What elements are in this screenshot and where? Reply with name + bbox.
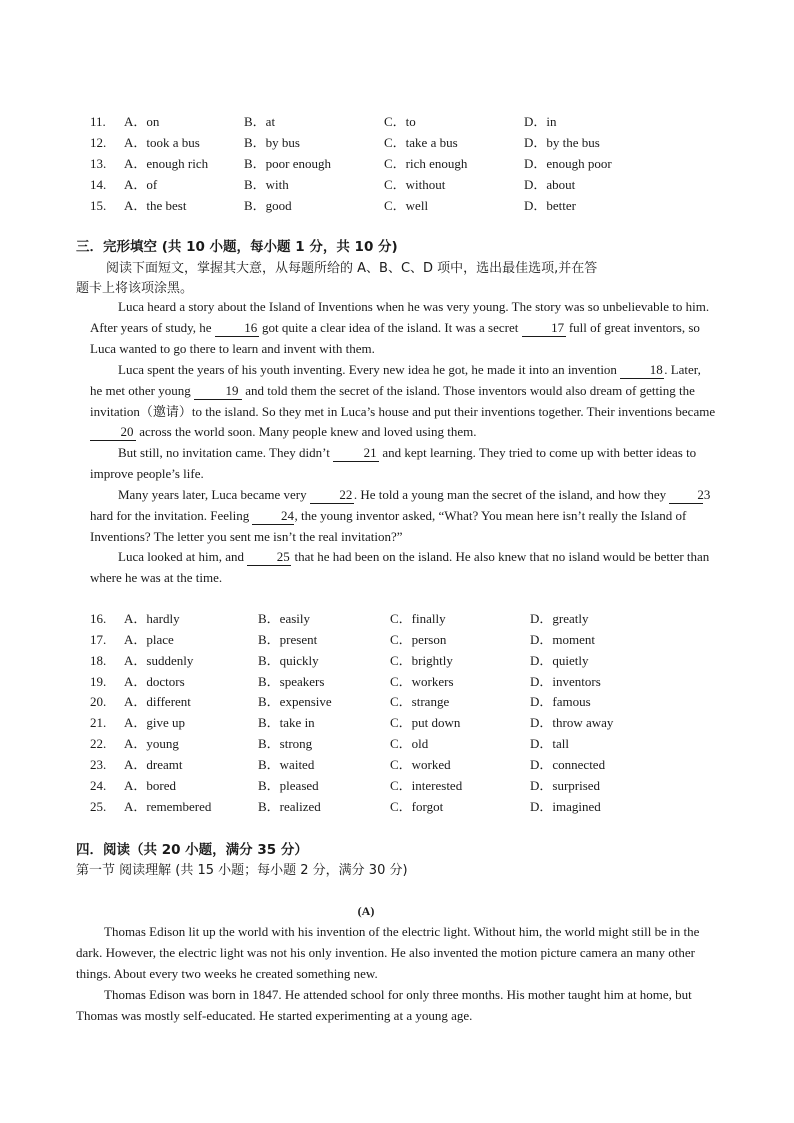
option-a: A．suddenly <box>124 653 194 668</box>
question-number: 25. <box>90 799 107 814</box>
option-c: C．without <box>384 177 446 192</box>
option-b: B．easily <box>258 611 310 626</box>
option-d: D．moment <box>530 632 595 647</box>
section-3-title: 三．完形填空 (共 10 小题，每小题 1 分，共 10 分) <box>76 239 398 255</box>
reading-paragraph-1: Thomas Edison lit up the world with his invention of the electric light. Without him, the world might still be in the dark. However, the electric light was not his only invention. He also invented the motion picture camera an many other things. About every two weeks he created something new. <box>76 924 700 981</box>
option-a: A．hardly <box>124 611 180 626</box>
option-c: C．person <box>390 632 447 647</box>
option-b: B．pleased <box>258 778 319 793</box>
option-d: D．famous <box>530 694 591 709</box>
option-d: D．greatly <box>530 611 589 626</box>
blank-23: 23 <box>669 487 703 504</box>
option-b: B．present <box>258 632 318 647</box>
question-number: 17. <box>90 632 107 647</box>
option-d: D．inventors <box>530 674 601 689</box>
option-d: D．enough poor <box>524 156 612 171</box>
option-d: D．better <box>524 198 576 213</box>
option-a: A．bored <box>124 778 176 793</box>
option-d: D．tall <box>530 736 569 751</box>
reading-paragraph-2: Thomas Edison was born in 1847. He attended school for only three months. His mother taught him at home, but Thomas was mostly self-educated. He started experimenting at a young age. <box>76 987 692 1023</box>
question-number: 24. <box>90 778 107 793</box>
option-c: C．workers <box>390 674 454 689</box>
question-number: 14. <box>90 177 107 192</box>
option-d: D．throw away <box>530 715 614 730</box>
question-number: 15. <box>90 198 107 213</box>
blank-19: 19 <box>194 383 242 400</box>
question-number: 20. <box>90 694 107 709</box>
option-c: C．worked <box>390 757 451 772</box>
option-a: A．dreamt <box>124 757 183 772</box>
option-b: B．waited <box>258 757 315 772</box>
blank-16: 16 <box>215 320 259 337</box>
option-a: A．the best <box>124 198 187 213</box>
option-b: B．poor enough <box>244 156 332 171</box>
option-a: A．young <box>124 736 179 751</box>
option-c: C．finally <box>390 611 446 626</box>
question-number: 21. <box>90 715 107 730</box>
question-number: 13. <box>90 156 107 171</box>
section-4-title: 四．阅读（共 20 小题，满分 35 分） <box>76 842 308 858</box>
cloze-paragraph-3: But still, no invitation came. They didn’t 21 and kept learning. They tried to come up with better ideas to improve people’s life. <box>90 445 697 481</box>
question-number: 19. <box>90 674 107 689</box>
option-c: C．forgot <box>390 799 444 814</box>
option-b: B．with <box>244 177 289 192</box>
question-number: 23. <box>90 757 107 772</box>
option-c: C．old <box>390 736 429 751</box>
option-a: A．on <box>124 114 160 129</box>
blank-24: 24 <box>252 508 294 525</box>
blank-17: 17 <box>522 320 566 337</box>
option-c: C．to <box>384 114 416 129</box>
question-number: 18. <box>90 653 107 668</box>
option-a: A．different <box>124 694 191 709</box>
question-number: 12. <box>90 135 107 150</box>
option-b: B．good <box>244 198 292 213</box>
option-b: B．by bus <box>244 135 300 150</box>
option-a: A．place <box>124 632 174 647</box>
option-a: A．of <box>124 177 158 192</box>
question-number: 11. <box>90 114 106 129</box>
option-c: C．well <box>384 198 429 213</box>
option-c: C．put down <box>390 715 461 730</box>
blank-22: 22 <box>310 487 354 504</box>
option-d: D．about <box>524 177 576 192</box>
option-b: B．strong <box>258 736 313 751</box>
option-d: D．imagined <box>530 799 601 814</box>
option-a: A．doctors <box>124 674 185 689</box>
option-b: B．expensive <box>258 694 332 709</box>
cloze-paragraph-4: Many years later, Luca became very 22 . He told a young man the secret of the island, and how they 23 hard for the invitation. Feeling 24, the young inventor asked, “What? You mean here isn’t really the Island of Inventions? The letter you sent me isn’t the real invitation?” <box>90 487 711 544</box>
option-b: B．realized <box>258 799 321 814</box>
section-3-instruction-cont: 题卡上将该项涂黑。 <box>76 281 194 296</box>
option-d: D．quietly <box>530 653 589 668</box>
passage-label: (A) <box>357 904 375 918</box>
option-a: A．give up <box>124 715 186 730</box>
option-a: A．remembered <box>124 799 212 814</box>
section-4-subtitle: 第一节 阅读理解 (共 15 小题；每小题 2 分，满分 30 分) <box>76 863 408 878</box>
option-c: C．strange <box>390 694 450 709</box>
option-c: C．rich enough <box>384 156 468 171</box>
cloze-paragraph-5: Luca looked at him, and 25 that he had been on the island. He also knew that no island would be better than where he was at the time. <box>90 549 710 585</box>
option-d: D．surprised <box>530 778 601 793</box>
option-b: B．quickly <box>258 653 319 668</box>
option-a: A．took a bus <box>124 135 200 150</box>
section-3-instruction: 阅读下面短文，掌握其大意，从每题所给的 A、B、C、D 项中，选出最佳选项,并在答 <box>106 261 598 276</box>
question-number: 22. <box>90 736 107 751</box>
cloze-paragraph-2: Luca spent the years of his youth inventing. Every new idea he got, he made it into an invention 18 . Later, he met other young 19 and told them the secret of the island. Those inventors would also dream of getting the invitation（邀请）to the island. So they met in Luca’s house and put their inventions together. Their inventions became 20 across the world soon. Many people knew and loved using them. <box>90 362 716 440</box>
question-number: 16. <box>90 611 107 626</box>
option-b: B．speakers <box>258 674 325 689</box>
option-b: B．at <box>244 114 276 129</box>
option-c: C．take a bus <box>384 135 458 150</box>
option-c: C．interested <box>390 778 463 793</box>
blank-25: 25 <box>247 549 291 566</box>
blank-18: 18 <box>620 362 664 379</box>
option-d: D．connected <box>530 757 606 772</box>
option-b: B．take in <box>258 715 315 730</box>
option-d: D．in <box>524 114 557 129</box>
cloze-paragraph-1: Luca heard a story about the Island of Inventions when he was very young. The story was so unbelievable to him. After years of study, he 16 got quite a clear idea of the island. It was a secret 17 full of great inventors, so Luca wanted to go there to learn and invent with them. <box>90 299 710 356</box>
option-a: A．enough rich <box>124 156 209 171</box>
blank-21: 21 <box>333 445 379 462</box>
option-c: C．brightly <box>390 653 453 668</box>
blank-20: 20 <box>90 424 136 441</box>
option-d: D．by the bus <box>524 135 600 150</box>
